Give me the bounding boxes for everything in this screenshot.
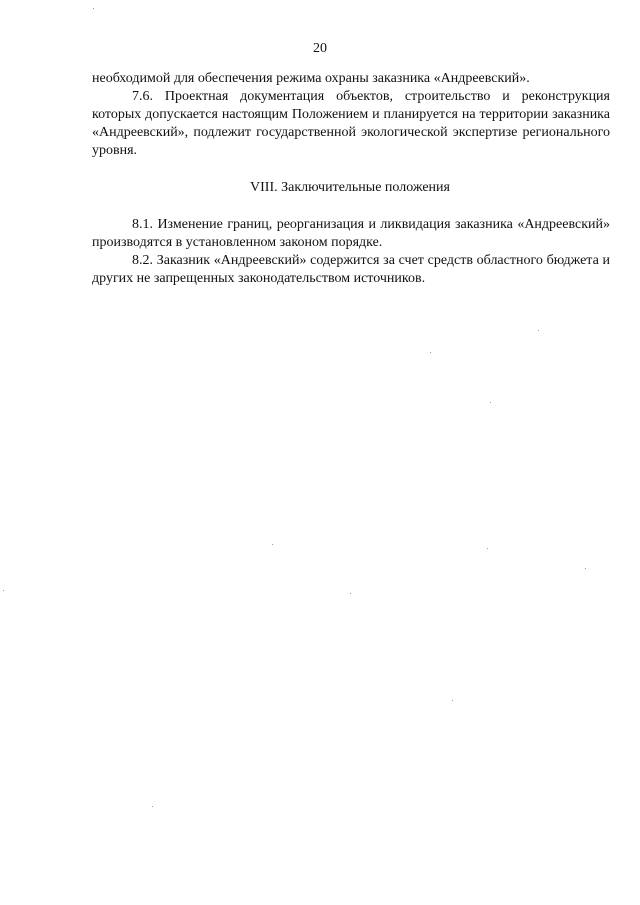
scan-speck xyxy=(452,700,453,701)
scan-speck xyxy=(490,402,491,403)
paragraph-continuation: необходимой для обеспечения режима охраны заказника «Андреевский». xyxy=(92,71,530,86)
paragraph-8-1: 8.1. Изменение границ, реорганизация и ликвидация заказника «Андреевский» производятся в установленном законом порядке. xyxy=(92,217,610,250)
scan-speck xyxy=(350,593,351,594)
scan-speck xyxy=(272,544,273,545)
scan-speck xyxy=(152,806,153,807)
scan-speck xyxy=(93,8,94,9)
scan-speck xyxy=(538,330,539,331)
paragraph-8-2: 8.2. Заказник «Андреевский» содержится за счет средств областного бюджета и других не запрещенных законодательством источников. xyxy=(92,253,610,286)
paragraph-7-6: 7.6. Проектная документация объектов, строительство и реконструкция которых допускается настоящим Положением и планируется на территории заказника «Андреевский», подлежит государственной экологической экспертизе регионального уровня. xyxy=(92,89,610,158)
scan-speck xyxy=(3,590,4,591)
scan-speck xyxy=(430,352,431,353)
section-7-text xyxy=(92,70,610,160)
page-number: 20 xyxy=(313,41,327,56)
section-heading-viii: VIII. Заключительные положения xyxy=(250,180,450,195)
section-8-text xyxy=(92,216,610,288)
scan-speck xyxy=(585,568,586,569)
scan-speck xyxy=(487,548,488,549)
